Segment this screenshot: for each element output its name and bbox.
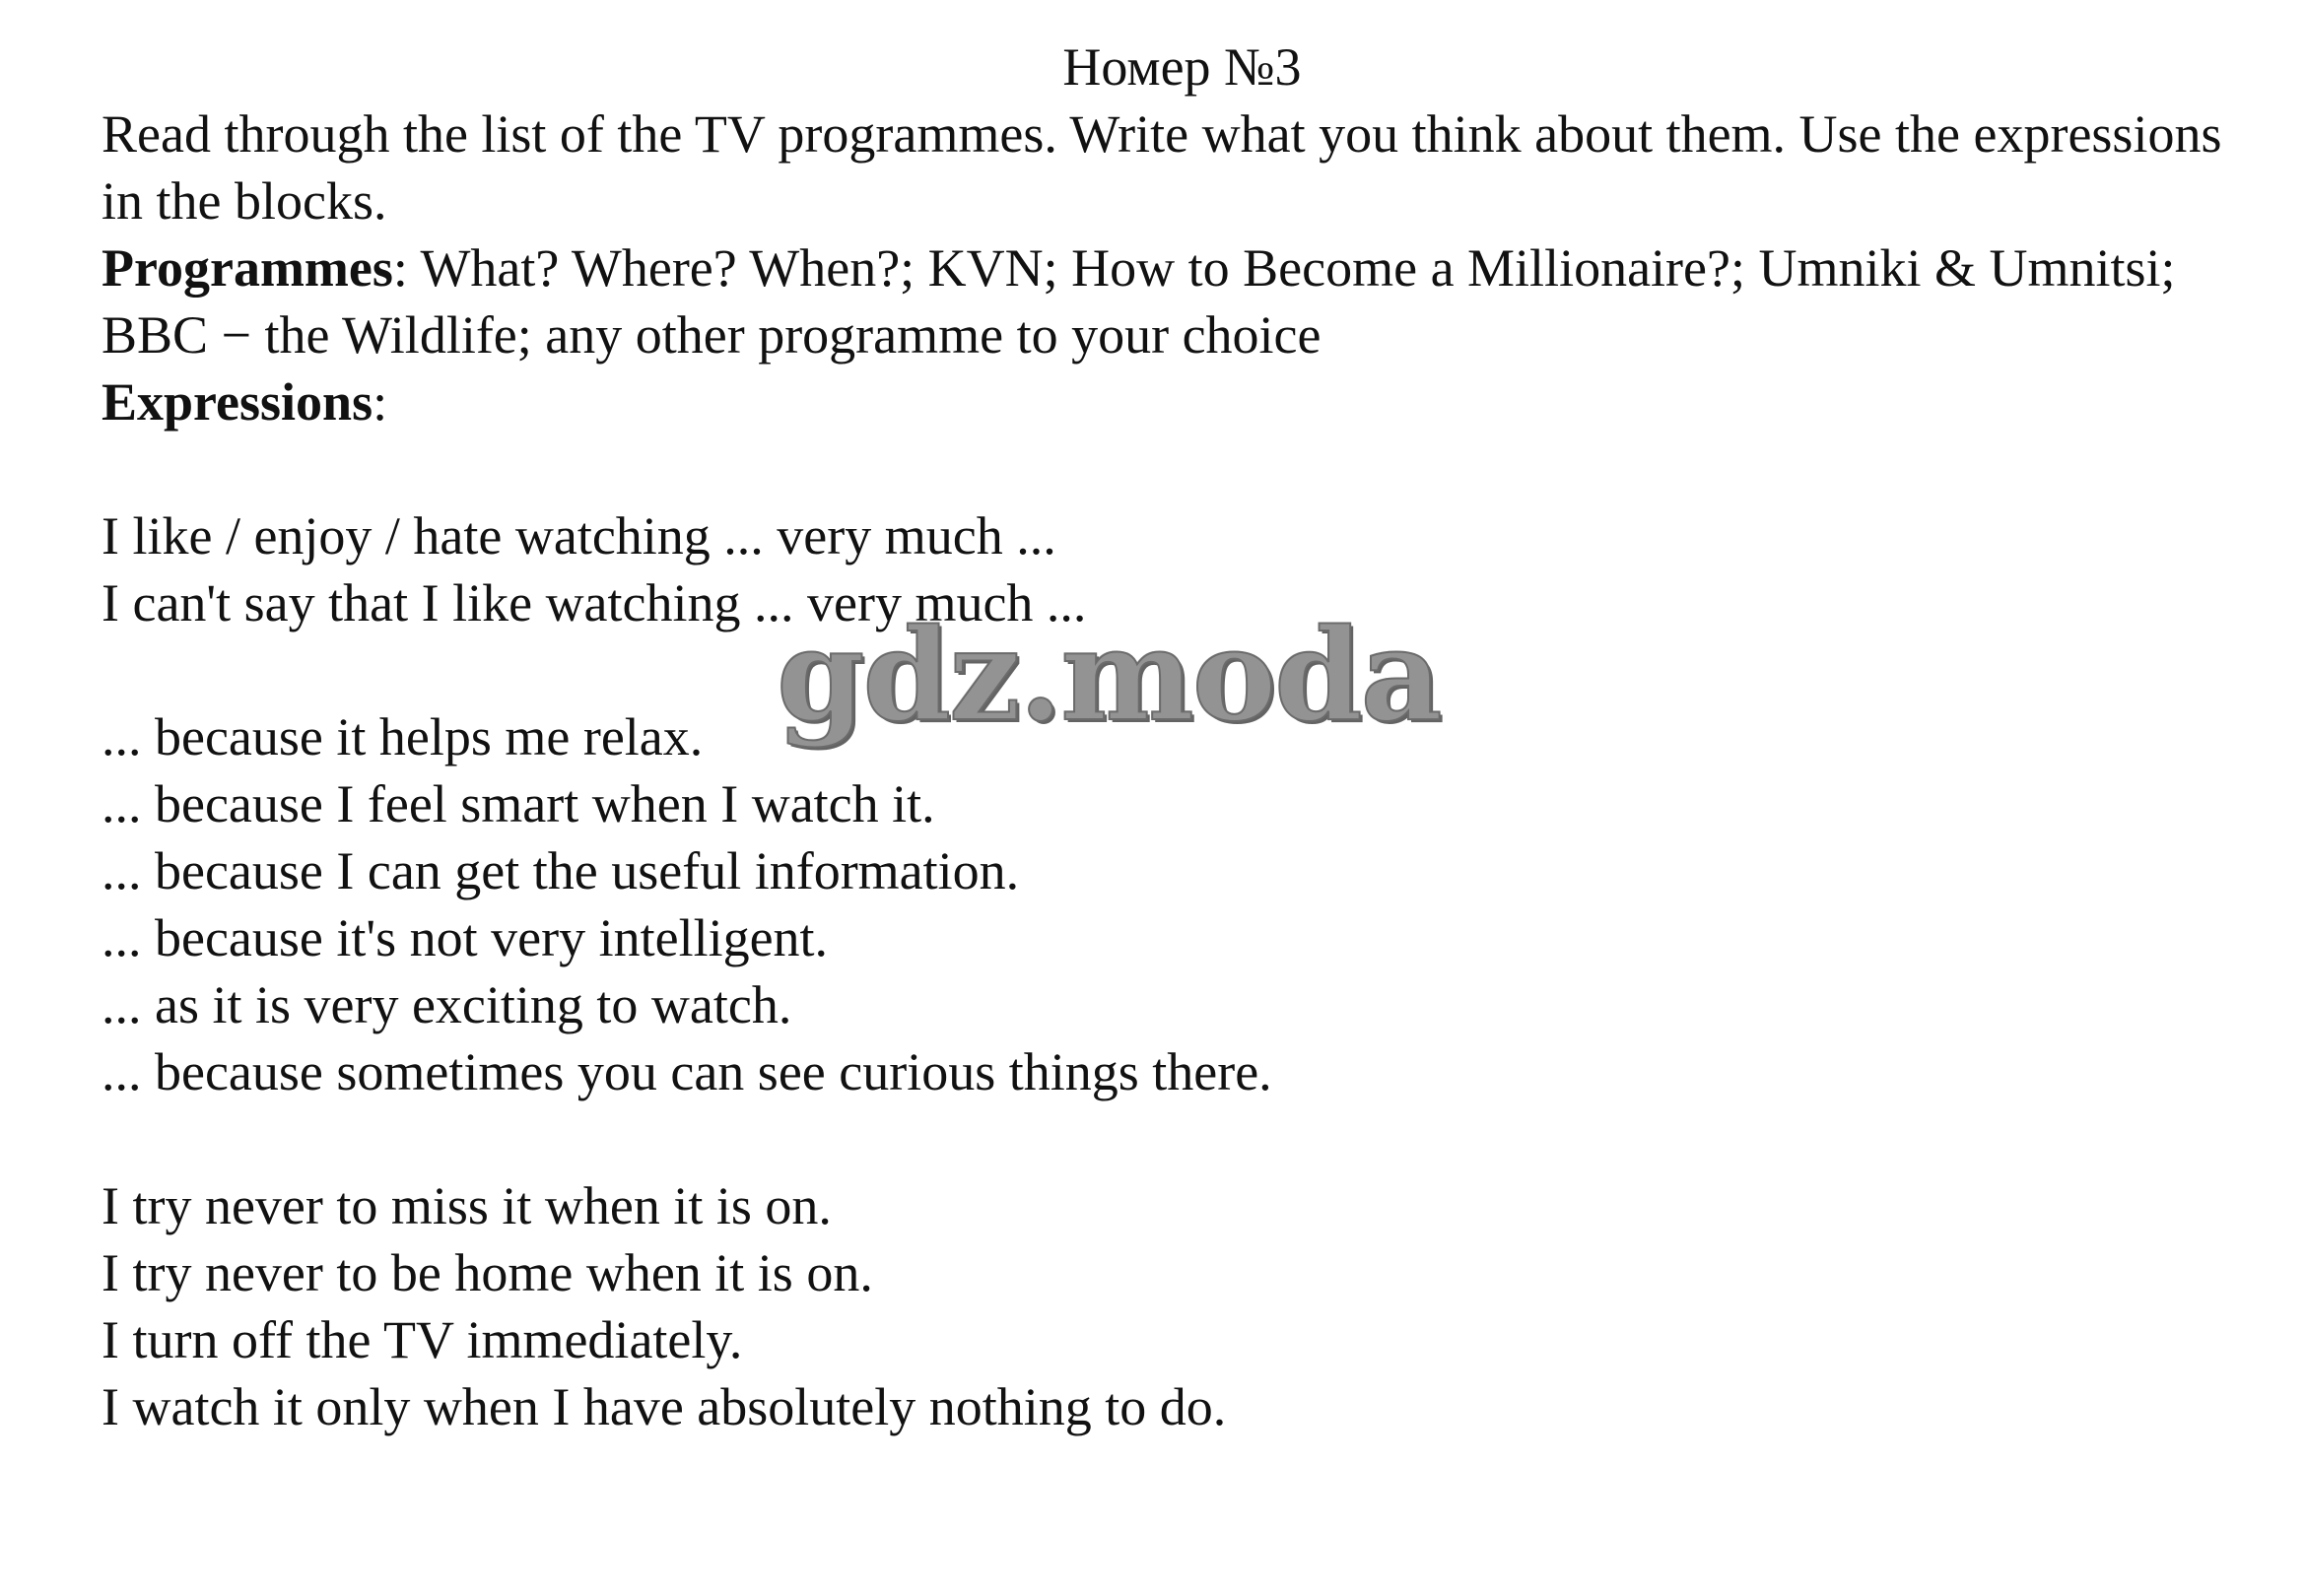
expressions-separator: : bbox=[373, 372, 388, 432]
expression-line: I watch it only when I have absolutely nothing to do. bbox=[102, 1377, 1227, 1436]
expression-line: I try never to miss it when it is on. bbox=[102, 1176, 832, 1235]
expression-line: ... because it's not very intelligent. bbox=[102, 908, 829, 967]
instruction-text: Read through the list of the TV programmes. Write what you think about them. Use the expressions in the blocks. bbox=[102, 104, 2222, 231]
expression-line: ... as it is very exciting to watch. bbox=[102, 975, 792, 1034]
programmes-list: What? Where? When?; KVN; How to Become a Millionaire?; Umniki & Umnitsi; BBC − the Wildlife; any other programme to your choice bbox=[102, 238, 2176, 365]
expression-line: I can't say that I like watching ... very much ... bbox=[102, 573, 1087, 632]
exercise-body bbox=[102, 100, 2230, 1440]
spacer bbox=[102, 435, 2230, 502]
expressions-label: Expressions bbox=[102, 372, 373, 432]
expression-block-reasons bbox=[102, 703, 2230, 1105]
programmes-separator: : bbox=[392, 238, 408, 298]
expression-block-habits bbox=[102, 1172, 2230, 1440]
expressions-heading bbox=[102, 368, 2230, 435]
programmes-paragraph bbox=[102, 234, 2230, 368]
expression-line: ... because I feel smart when I watch it. bbox=[102, 774, 935, 833]
watermark-logo: gdz.moda bbox=[777, 602, 1441, 750]
programmes-label: Programmes bbox=[102, 238, 393, 298]
page-title: Номер №3 bbox=[1062, 37, 1302, 97]
expression-line: I turn off the TV immediately. bbox=[102, 1310, 743, 1369]
expression-line: I try never to be home when it is on. bbox=[102, 1243, 873, 1302]
expression-line: ... because sometimes you can see curious things there. bbox=[102, 1042, 1272, 1101]
expression-line: ... because I can get the useful information. bbox=[102, 841, 1020, 900]
expression-line: ... because it helps me relax. bbox=[102, 707, 704, 766]
spacer bbox=[102, 1105, 2230, 1172]
expression-line: I like / enjoy / hate watching ... very much ... bbox=[102, 506, 1056, 565]
